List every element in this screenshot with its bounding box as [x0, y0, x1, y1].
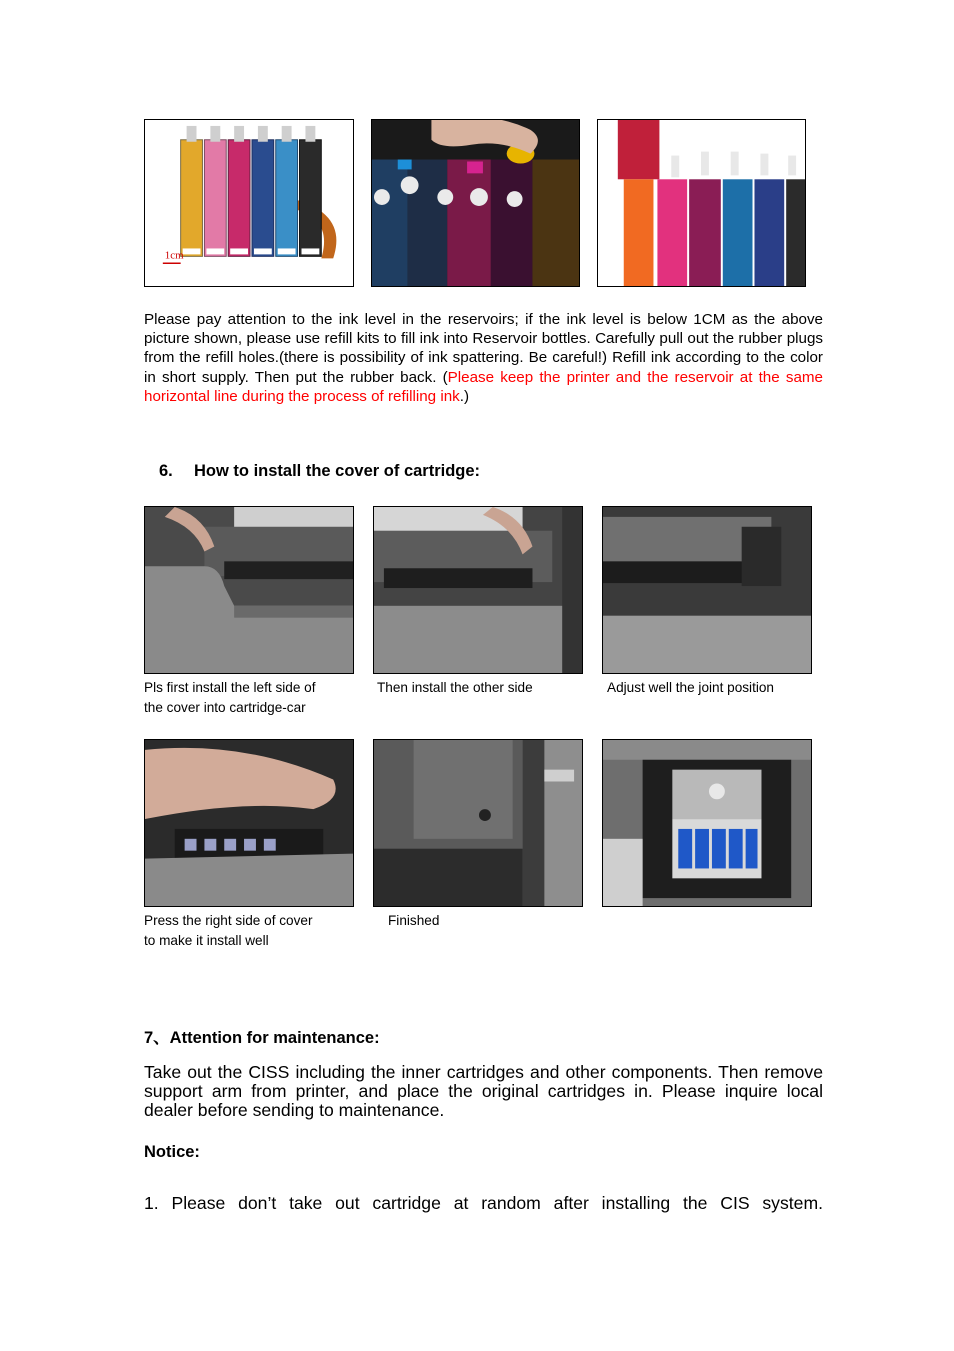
notice-title: Notice:: [144, 1143, 200, 1161]
ink-refill-syringe-image: [597, 119, 806, 287]
caption-line: the cover into cartridge-car: [144, 699, 306, 715]
step-caption-left-side: [144, 678, 316, 717]
caption-line: to make it install well: [144, 932, 269, 948]
press-right-side-image: [144, 739, 354, 907]
caption-line: Adjust well the joint position: [607, 680, 774, 695]
caption-line: Pls first install the left side of: [144, 680, 316, 695]
notice-item-1: 1. Please don’t take out cartridge at random after installing the CIS system.: [144, 1193, 823, 1213]
adjust-joint-image: [602, 506, 812, 674]
step-caption-adjust-joint: [607, 678, 774, 698]
maintenance-paragraph: Take out the CISS including the inner cartridges and other components. Then remove support arm from printer, and place the original cartridges in. Please inquire local dealer before sending to maintenance.: [144, 1062, 823, 1121]
step-caption-other-side: [377, 678, 533, 698]
refill-instructions-paragraph: [144, 310, 823, 406]
ciss-reservoir-bottles-image: [144, 119, 354, 287]
one-cm-label: 1cm: [164, 249, 184, 262]
caption-line: Finished: [388, 913, 440, 928]
step-caption-press-right: [144, 911, 313, 950]
caption-line: Press the right side of cover: [144, 913, 313, 928]
section-6-title: How to install the cover of cartridge:: [194, 462, 481, 480]
refill-instructions-tail: .): [459, 387, 470, 405]
refill-instructions-text: Please pay attention to the ink level in the reservoirs; if the ink level is below 1CM as the above picture shown, please use refill kits to fill ink into Reservoir bottles. Carefully pull out the rubber plugs from the refill holes.(there is possibility of ink spattering. Be careful!) Refill ink according to the color in short supply. Then put the rubber back. (: [144, 311, 823, 386]
section-6-number: 6.: [159, 462, 173, 480]
caption-line: Then install the other side: [377, 680, 533, 695]
section-7-title: 7、Attention for maintenance:: [144, 1029, 380, 1047]
install-other-side-image: [373, 506, 583, 674]
refill-warning-text: Please keep the printer and the reservoir at the same horizontal line during the process of refilling ink: [144, 368, 823, 405]
install-left-side-image: [144, 506, 354, 674]
rubber-plug-pull-image: [371, 119, 580, 287]
step-caption-finished: [388, 911, 439, 931]
cartridge-carriage-image: [602, 739, 812, 907]
finished-image: [373, 739, 583, 907]
